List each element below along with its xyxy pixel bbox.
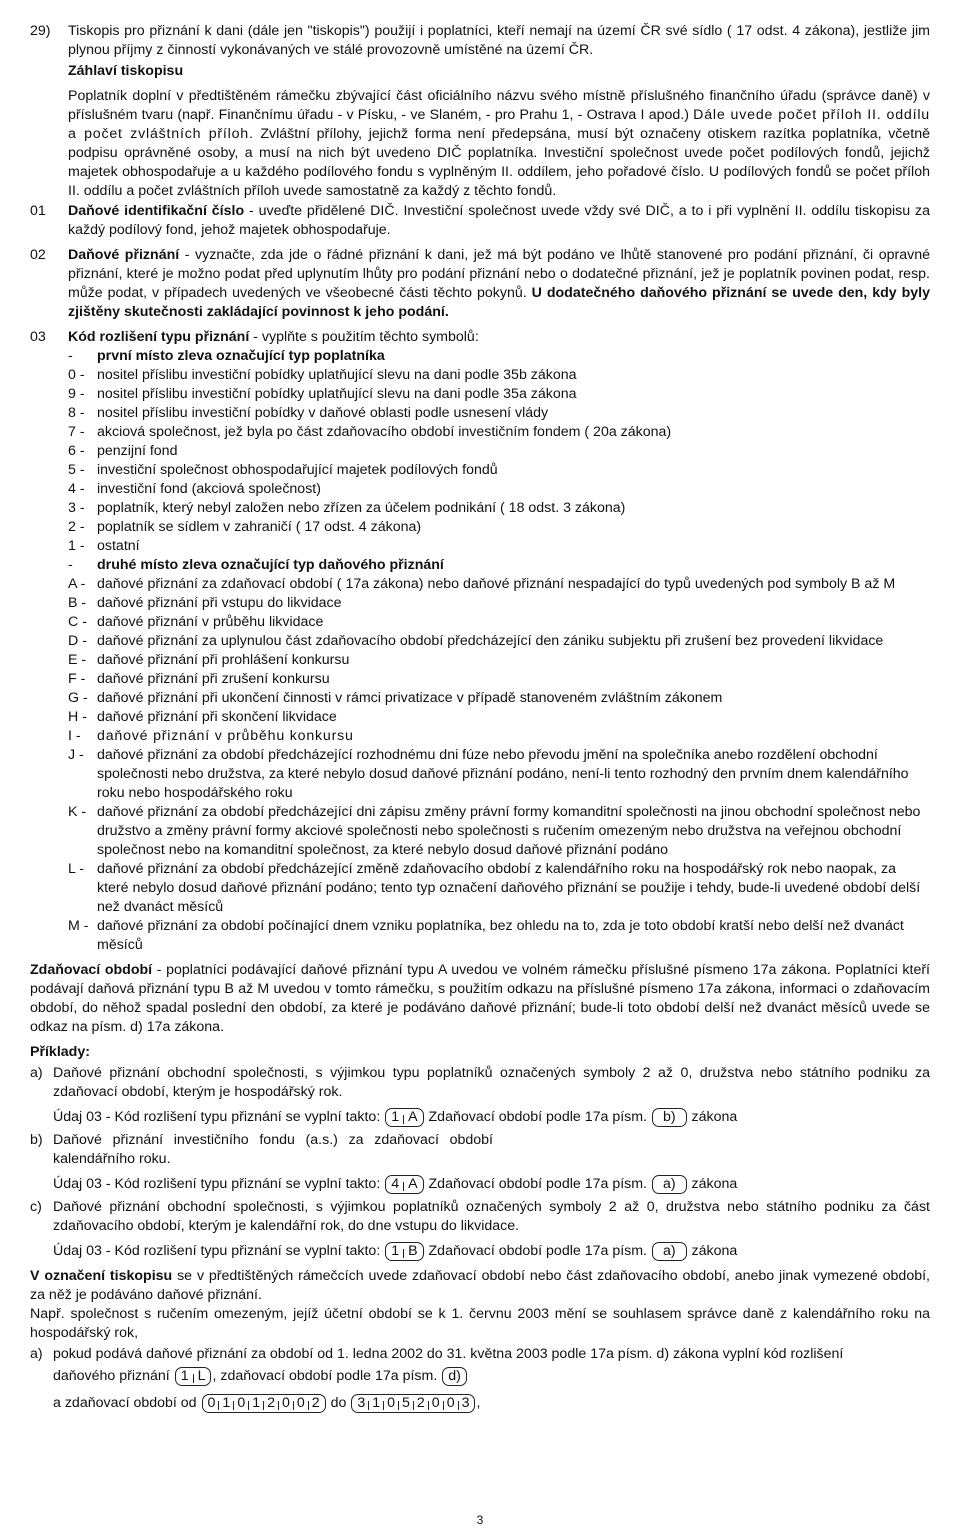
code-digit: 4 bbox=[391, 1176, 400, 1192]
marking-item-a bbox=[30, 1345, 930, 1413]
code-key: 9 - bbox=[68, 386, 85, 402]
marking-end: , bbox=[476, 1395, 481, 1411]
date-digit: 5 bbox=[402, 1395, 410, 1411]
section-text: - vyznačte, zda jde o řádné přiznání k dani, jež má být podáno ve lhůtě stanovené pro podání přiznání, či opravné přiznání, které je možno podat před uplynutím lhůty pro podání přiznání nebo o dodatečné přiznání, jež je poplatník povinen podat, resp. může podat, v případech uvedených ve všeobecné části těchto pokynů. bbox=[68, 247, 930, 301]
udaj-text: Údaj 03 - Kód rozlišení typu přiznání se vyplní takto: bbox=[53, 1109, 385, 1125]
code-text: daňové přiznání při ukončení činnosti v rámci privatizace v případě stanoveném zvláštním zákonem bbox=[97, 690, 723, 706]
example-text: Daňové přiznání obchodní společnosti, s výjimkou typu poplatníků označených symboly 2 až 0, družstva nebo státního podniku za zdaňovací období, kterým je hospodářský rok. bbox=[53, 1065, 930, 1100]
example-code-line bbox=[53, 1108, 930, 1127]
code-letter: L bbox=[197, 1368, 206, 1384]
date-digit: 0 bbox=[431, 1395, 440, 1411]
code-item bbox=[30, 575, 930, 594]
header-title: Záhlaví tiskopisu bbox=[68, 63, 184, 79]
code-text: nositel příslibu investiční pobídky uplatňující slevu na dani podle 35b zákona bbox=[97, 367, 577, 383]
code-key: 4 - bbox=[68, 481, 85, 497]
date-digit: 3 bbox=[461, 1395, 470, 1411]
header-paragraph bbox=[30, 87, 930, 201]
header-text-3: Zvláštní přílohy, jejichž forma není předepsána, musí být označeny otiskem razítka poplatníka, včetně podpisu oprávněné osoby, a musí na nich být uvedeno DIČ poplatníka. Investiční společnost uvede počet podílových fondů, jejichž majetek obhospodařuje a u každého podílového fondu s vyplněným II. oddílem, jeho pořadové číslo. U podílových fondů se počet příloh II. oddílu a počet zvláštních příloh uvede samostatně za každý z těchto fondů. bbox=[68, 126, 930, 199]
item-number: 29) bbox=[30, 23, 51, 39]
code-text: daňové přiznání při prohlášení konkursu bbox=[97, 652, 350, 668]
code-letter: A bbox=[408, 1109, 418, 1125]
code-text: daňové přiznání za uplynulou část zdaňovacího období předcházející den zániku subjektu při zrušení bez provedení likvidace bbox=[97, 633, 884, 649]
code-text: daňové přiznání při vstupu do likvidace bbox=[97, 595, 342, 611]
code-digit: 1 bbox=[180, 1368, 189, 1384]
code-key: B - bbox=[68, 595, 87, 611]
code-text: daňové přiznání za období předcházející změně zdaňovacího období z kalendářního roku na hospodářský rok nebo naopak, za které nebylo dosud daňové přiznání podáno; tento typ označení daňového přiznání se použije i tehdy, bude-li uvedené období delší než dvanáct měsíců bbox=[97, 861, 921, 915]
section-number: 03 bbox=[30, 329, 46, 345]
code-item bbox=[30, 860, 930, 917]
date-digit: 0 bbox=[237, 1395, 246, 1411]
code-item bbox=[30, 746, 930, 803]
code-key: 5 - bbox=[68, 462, 85, 478]
code-text: poplatník se sídlem v zahraničí ( 17 odst. 4 zákona) bbox=[97, 519, 422, 535]
period-ref-text: Zdaňovací období podle 17a písm. bbox=[424, 1109, 651, 1125]
code-text: poplatník, který nebyl založen nebo zřízen za účelem podnikání ( 18 odst. 3 zákona) bbox=[97, 500, 626, 516]
example-text: Daňové přiznání obchodní společnosti, s výjimkou poplatníků označených symboly 2 až 0, družstva nebo státního podniku za část zdaňovacího období, kterým je kalendářní rok, do dne vstupu do likvidace. bbox=[53, 1199, 930, 1234]
code-text: daňové přiznání za období počínající dnem vzniku poplatníka, bez ohledu na to, zda je toto období kratší nebo delší než dvanáct měsíců bbox=[97, 918, 904, 953]
end-text: zákona bbox=[687, 1109, 738, 1125]
date-digit: 1 bbox=[372, 1395, 381, 1411]
code-key: F - bbox=[68, 671, 86, 687]
code-text: daňové přiznání za zdaňovací období ( 17a zákona) nebo daňové přiznání nespadající do typů uvedených pod symboly B až M bbox=[97, 576, 896, 592]
code-box bbox=[385, 1108, 423, 1127]
marking-text: se v předtištěných rámečcích uvede zdaňovací období nebo část zdaňovacího období, anebo jinak vymezené období, za něž je podáváno daňové přiznání. bbox=[30, 1268, 930, 1303]
code-item bbox=[30, 727, 930, 746]
code-key: 2 - bbox=[68, 519, 85, 535]
example-code-line bbox=[53, 1242, 930, 1261]
code-text: akciová společnost, jež byla po část zdaňovacího období investičním fondem ( 20a zákona) bbox=[97, 424, 672, 440]
date-to-box bbox=[351, 1394, 475, 1413]
code-box bbox=[385, 1242, 423, 1261]
marking-a-mid: , zdaňovací období podle 17a písm. bbox=[212, 1368, 438, 1384]
code-item bbox=[30, 632, 930, 651]
section-title: Kód rozlišení typu přiznání bbox=[68, 329, 250, 345]
code-key: 6 - bbox=[68, 443, 85, 459]
code-item bbox=[30, 803, 930, 860]
code-text: investiční společnost obhospodařující majetek podílových fondů bbox=[97, 462, 498, 478]
item-label: a) bbox=[30, 1346, 43, 1362]
code-item bbox=[30, 366, 930, 385]
code-heading-first bbox=[30, 347, 930, 366]
code-text: penzijní fond bbox=[97, 443, 178, 459]
code-key: L - bbox=[68, 861, 85, 877]
period-title: Zdaňovací období bbox=[30, 962, 153, 978]
date-digit: 0 bbox=[446, 1395, 455, 1411]
example-label: b) bbox=[30, 1132, 43, 1148]
example-text: Daňové přiznání investičního fondu (a.s.) za zdaňovací období kalendářního roku. bbox=[53, 1132, 493, 1167]
date-digit: 2 bbox=[267, 1395, 275, 1411]
code-item bbox=[30, 917, 930, 955]
code-item bbox=[30, 461, 930, 480]
code-text: první místo zleva označující typ poplatníka bbox=[97, 348, 385, 364]
letter-box: a) bbox=[652, 1242, 687, 1261]
letter-box: b) bbox=[652, 1108, 687, 1127]
code-item bbox=[30, 689, 930, 708]
code-box bbox=[385, 1175, 423, 1194]
code-text: daňové přiznání při skončení likvidace bbox=[97, 709, 337, 725]
section-03 bbox=[30, 328, 930, 347]
example-a bbox=[30, 1064, 930, 1127]
example-c bbox=[30, 1198, 930, 1261]
udaj-text: Údaj 03 - Kód rozlišení typu přiznání se vyplní takto: bbox=[53, 1243, 385, 1259]
code-key: G - bbox=[68, 690, 88, 706]
code-text: nositel příslibu investiční pobídky v daňové oblasti podle usnesení vlády bbox=[97, 405, 549, 421]
marking-to-word: do bbox=[330, 1395, 347, 1411]
example-label: a) bbox=[30, 1065, 43, 1081]
code-item bbox=[30, 442, 930, 461]
examples-list bbox=[30, 1064, 930, 1261]
code-box bbox=[175, 1367, 212, 1386]
section-bold-note: U dodatečného daňového přiznání se uvede den, kdy byly zjištěny skutečnosti zakládající povinnost k jeho podání. bbox=[68, 285, 930, 320]
marking-title: V označení tiskopisu bbox=[30, 1268, 173, 1284]
code-item bbox=[30, 708, 930, 727]
code-item bbox=[30, 670, 930, 689]
code-key: C - bbox=[68, 614, 87, 630]
date-digit: 3 bbox=[357, 1395, 366, 1411]
section-text: - uveďte přidělené DIČ. Investiční společnost uvede vždy své DIČ, a to i při vyplnění II. oddílu tiskopisu za každý podílový fond, jehož majetek obhospodařuje. bbox=[68, 203, 930, 238]
date-digit: 1 bbox=[222, 1395, 231, 1411]
code-key: 3 - bbox=[68, 500, 85, 516]
code-key: - bbox=[68, 348, 73, 364]
code-item bbox=[30, 613, 930, 632]
period-paragraph bbox=[30, 961, 930, 1037]
code-item bbox=[30, 651, 930, 670]
code-item bbox=[30, 537, 930, 556]
code-item bbox=[30, 423, 930, 442]
code-digit: 1 bbox=[391, 1243, 400, 1259]
example-code-line bbox=[53, 1175, 930, 1194]
code-text: daňové přiznání v průběhu likvidace bbox=[97, 614, 324, 630]
code-list bbox=[30, 347, 930, 955]
code-item bbox=[30, 404, 930, 423]
code-letter: B bbox=[408, 1243, 418, 1259]
document-page bbox=[30, 22, 930, 1413]
code-item bbox=[30, 480, 930, 499]
marking-a-line3-pre: a zdaňovací období od bbox=[53, 1395, 197, 1411]
code-item bbox=[30, 385, 930, 404]
date-digit: 1 bbox=[252, 1395, 261, 1411]
code-heading-second bbox=[30, 556, 930, 575]
example-b bbox=[30, 1131, 930, 1194]
marking-a-text: pokud podává daňové přiznání za období od 1. ledna 2002 do 31. května 2003 podle 17a písm. d) zákona vyplní kód rozlišení bbox=[53, 1346, 844, 1362]
example-label: c) bbox=[30, 1199, 42, 1215]
code-key: H - bbox=[68, 709, 87, 725]
section-number: 02 bbox=[30, 247, 46, 263]
marking-paragraph bbox=[30, 1267, 930, 1305]
code-key: 8 - bbox=[68, 405, 85, 421]
code-text: investiční fond (akciová společnost) bbox=[97, 481, 321, 497]
marking-a-pre: daňového přiznání bbox=[53, 1368, 170, 1384]
date-digit: 0 bbox=[296, 1395, 305, 1411]
date-digit: 2 bbox=[416, 1395, 425, 1411]
page-number: 3 bbox=[476, 1513, 484, 1527]
code-letter: A bbox=[408, 1176, 418, 1192]
section-number: 01 bbox=[30, 203, 46, 219]
code-text: ostatní bbox=[97, 538, 140, 554]
date-digit: 0 bbox=[281, 1395, 290, 1411]
date-digit: 2 bbox=[311, 1395, 320, 1411]
date-digit: 0 bbox=[387, 1395, 396, 1411]
section-title: Daňové identifikační číslo bbox=[68, 203, 245, 219]
section-01 bbox=[30, 202, 930, 240]
code-key: D - bbox=[68, 633, 87, 649]
code-key: K - bbox=[68, 804, 87, 820]
code-key: 0 - bbox=[68, 367, 85, 383]
period-text: - poplatníci podávající daňové přiznání typu A uvedou ve volném rámečku příslušné písmeno 17a zákona. Poplatníci kteří podávají daňová přiznání typu B až M uvedou v tomto rámečku, s použitím odkazu na příslušné písmeno 17a zákona, informaci o zdaňovacím období, do něhož spadal poslední den období, za které je podáváno daňové přiznání; bude-li toto období delší než dvanáct měsíců uvede se odkaz na písm. d) 17a zákona. bbox=[30, 962, 930, 1035]
code-key: 1 - bbox=[68, 538, 85, 554]
end-text: zákona bbox=[687, 1243, 738, 1259]
section-text: - vyplňte s použitím těchto symbolů: bbox=[249, 329, 479, 345]
marking-a-line3 bbox=[53, 1394, 930, 1413]
code-item bbox=[30, 518, 930, 537]
code-key: J - bbox=[68, 747, 84, 763]
section-02 bbox=[30, 246, 930, 322]
code-text: nositel příslibu investiční pobídky uplatňující slevu na dani podle 35a zákona bbox=[97, 386, 577, 402]
code-key: A - bbox=[68, 576, 86, 592]
code-text: daňové přiznání při zrušení konkursu bbox=[97, 671, 330, 687]
period-ref-text: Zdaňovací období podle 17a písm. bbox=[424, 1176, 651, 1192]
code-text: daňové přiznání v průběhu konkursu bbox=[97, 728, 354, 744]
letter-box: d) bbox=[442, 1367, 467, 1386]
code-key: 7 - bbox=[68, 424, 85, 440]
code-key: I - bbox=[68, 728, 81, 744]
marking-example: Např. společnost s ručením omezeným, jejíž účetní období se k 1. červnu 2003 mění se souhlasem správce daně z kalendářního roku na hospodářský rok, bbox=[30, 1306, 930, 1341]
code-key: E - bbox=[68, 652, 87, 668]
intro-text: Tiskopis pro přiznání k dani (dále jen "tiskopis") použijí i poplatníci, kteří nemají na území ČR své sídlo ( 17 odst. 4 zákona), jestliže jim plynou příjmy z činností vykonávaných ve stálé provozovně umístěné na území ČR. bbox=[68, 23, 930, 58]
code-digit: 1 bbox=[391, 1109, 400, 1125]
code-key: - bbox=[68, 557, 73, 573]
end-text: zákona bbox=[687, 1176, 738, 1192]
code-text: daňové přiznání za období předcházející rozhodnému dni fúze nebo převodu jmění na společníka anebo rozdělení obchodní společnosti nebo družstva, za které nebylo dosud daňové přiznání podáno, není-li tento rozhodný den prvním dnem kalendářního roku nebo hospodářského roku bbox=[97, 747, 909, 801]
date-digit: 0 bbox=[207, 1395, 216, 1411]
code-item bbox=[30, 499, 930, 518]
code-item bbox=[30, 594, 930, 613]
code-text: druhé místo zleva označující typ daňového přiznání bbox=[97, 557, 444, 573]
examples-title: Příklady: bbox=[30, 1044, 90, 1060]
code-text: daňové přiznání za období předcházející dni zápisu změny právní formy komanditní společnosti na jinou obchodní společnost nebo družstvo a změny právní formy akciové společnosti nebo společnosti s ručením omezeným nebo družstva na veřejnou obchodní společnost nebo na komanditní společnost, za které nebylo dosud daňové přiznání podáno bbox=[97, 804, 921, 858]
intro-paragraph bbox=[30, 22, 930, 60]
date-from-box bbox=[202, 1394, 326, 1413]
letter-box: a) bbox=[652, 1175, 687, 1194]
code-key: M - bbox=[68, 918, 89, 934]
section-title: Daňové přiznání bbox=[68, 247, 180, 263]
header-text-1: Poplatník doplní v předtištěném rámečku zbývající část oficiálního názvu svého místně příslušného finančního úřadu (správce daně) v příslušném tvaru (např. Finančnímu úřadu - v Písku, - ve Slaném, - pro Prahu 1, - Ostrava I apod.) bbox=[68, 88, 930, 123]
marking-a-line2 bbox=[53, 1367, 930, 1386]
header-text-2: Dále uvede počet příloh II. oddílu a počet zvláštních příloh. bbox=[68, 107, 930, 142]
udaj-text: Údaj 03 - Kód rozlišení typu přiznání se vyplní takto: bbox=[53, 1176, 385, 1192]
period-ref-text: Zdaňovací období podle 17a písm. bbox=[424, 1243, 651, 1259]
